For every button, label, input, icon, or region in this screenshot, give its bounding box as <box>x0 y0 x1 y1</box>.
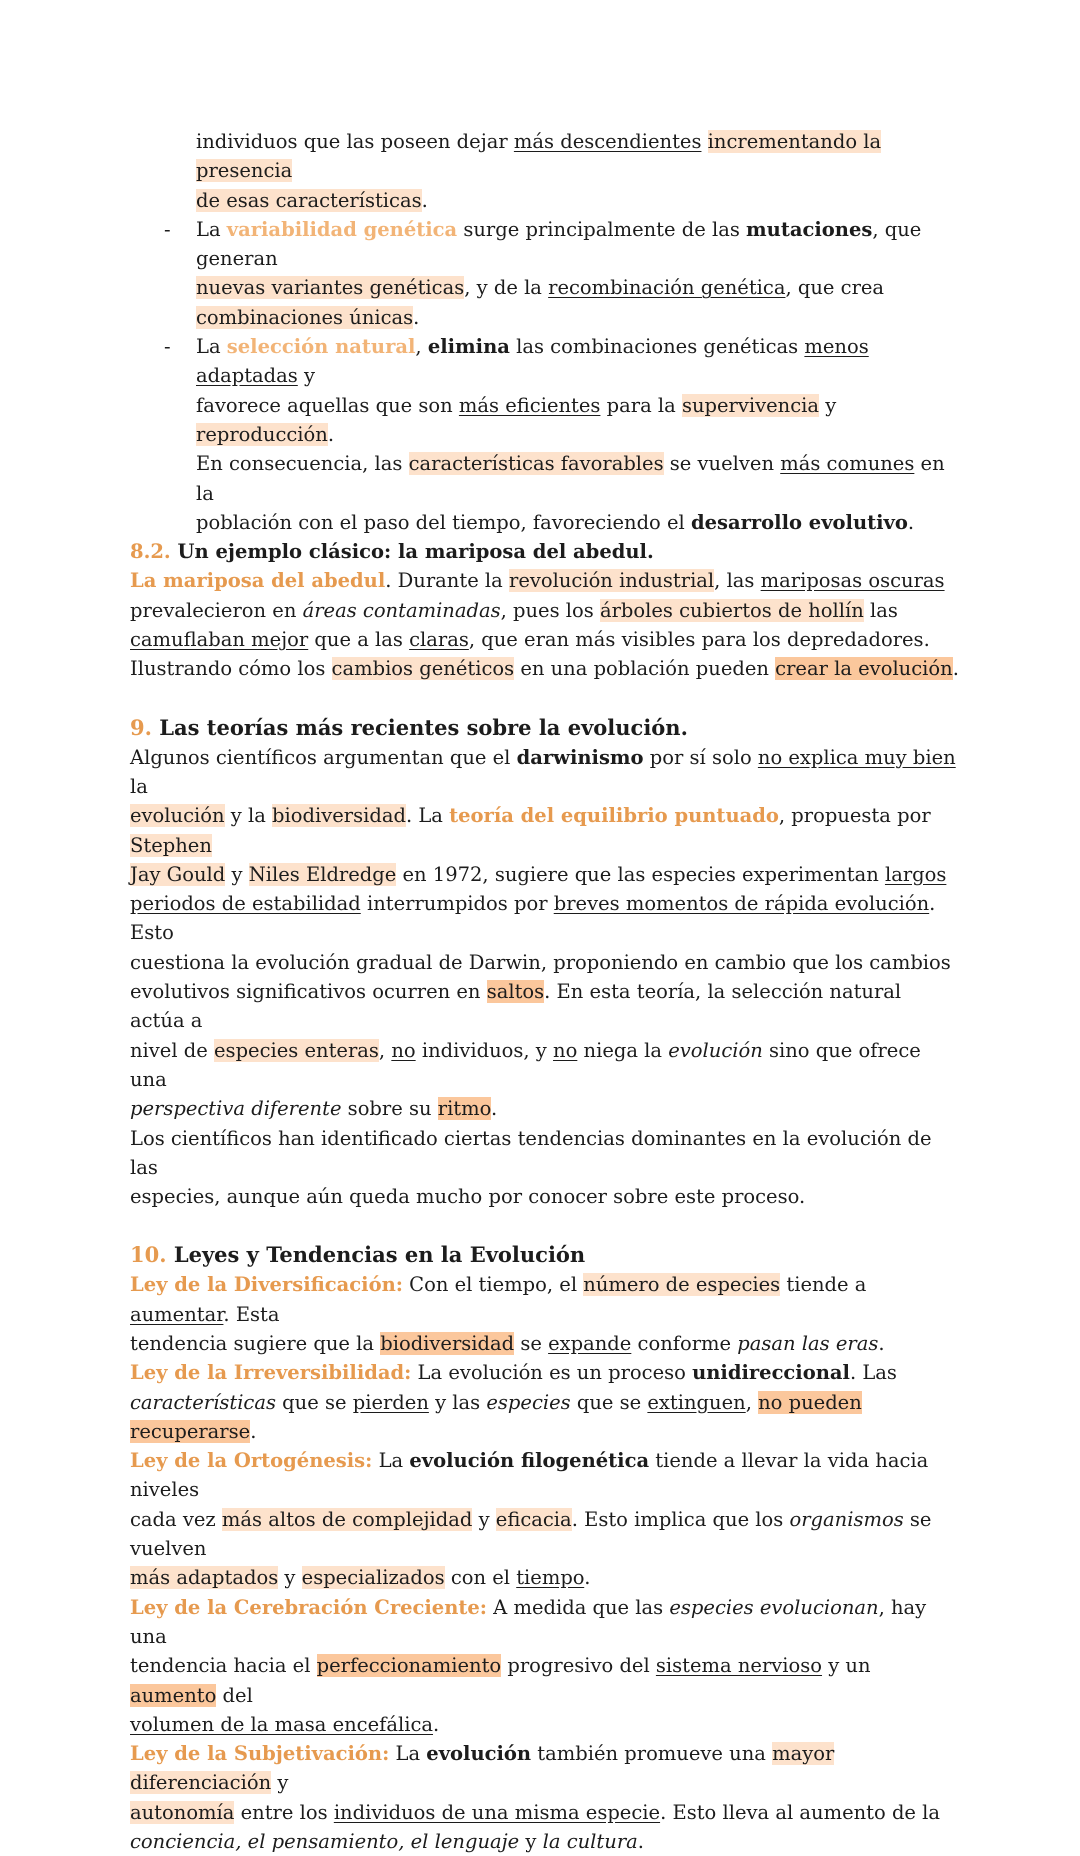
bullet-variabilidad: - La variabilidad genética surge principalmente de las mutaciones, que generan nuevas variantes genéticas, y de la recombinación genética, que crea combinaciones únicas. <box>130 215 960 332</box>
document-content <box>130 127 960 1856</box>
section-spacer <box>130 684 960 713</box>
section-10-heading: 10. Leyes y Tendencias en la Evolución <box>130 1242 586 1268</box>
law-subjetivacion: Ley de la Subjetivación: La evolución también promueve una mayor diferenciación y autonomía entre los individuos de una misma especie. Esto lleva al aumento de la conciencia, el pensamiento, el lenguaje y la cultura. <box>130 1742 941 1854</box>
section-9-heading: 9. Las teorías más recientes sobre la evolución. <box>130 714 688 740</box>
law-diversificacion: Ley de la Diversificación: Con el tiempo, el número de especies tiende a aumentar. Esta tendencia sugiere que la biodiversidad se expande conforme pasan las eras. <box>130 1273 885 1355</box>
bullet-dash: - <box>164 335 171 359</box>
law-ortogenesis: Ley de la Ortogénesis: La evolución filogenética tiende a llevar la vida hacia niveles cada vez más altos de complejidad y eficacia. Esto implica que los organismos se vuelven más adaptados y especializados con el tiempo. <box>130 1449 932 1590</box>
bullet-dash: - <box>164 217 171 241</box>
bullet-seleccion: - La selección natural, elimina las combinaciones genéticas menos adaptadas y favorece aquellas que son más eficientes para la supervivencia y reproducción. En consecuencia, las características favorables se vuelven más comunes en la población con el paso del tiempo, favoreciendo el desarrollo evolutivo. <box>130 332 960 537</box>
section-spacer <box>130 1211 960 1240</box>
section-9-paragraph: Algunos científicos argumentan que el darwinismo por sí solo no explica muy bien la evolución y la biodiversidad. La teoría del equilibrio puntuado, propuesta por Stephen Jay Gould y Niles Eldredge en 1972, sugiere que las especies experimentan largos periodos de estabilidad interrumpidos por breves momentos de rápida evolución. Esto cuestiona la evolución gradual de Darwin, proponiendo en cambio que los cambios evolutivos significativos ocurren en saltos. En esta teoría, la selección natural actúa a nivel de especies enteras, no individuos, y no niega la evolución sino que ofrece una perspectiva diferente sobre su ritmo. Los científicos han identificado ciertas tendencias dominantes en la evolución de las especies, aunque aún queda mucho por conocer sobre este proceso. <box>130 745 956 1209</box>
intro-paragraph: individuos que las poseen dejar más descendientes incrementando la presencia de esas características. <box>196 130 882 212</box>
section-8-2-paragraph: La mariposa del abedul. Durante la revolución industrial, las mariposas oscuras prevalecieron en áreas contaminadas, pues los árboles cubiertos de hollín las camuflaban mejor que a las claras, que eran más visibles para los depredadores. Ilustrando cómo los cambios genéticos en una población pueden crear la evolución. <box>130 569 959 681</box>
section-number: 10. <box>130 1242 167 1268</box>
section-number: 8.2. <box>130 540 171 564</box>
law-irreversibilidad: Ley de la Irreversibilidad: La evolución es un proceso unidireccional. Las características que se pierden y las especies que se extinguen, no pueden recuperarse. <box>130 1361 897 1443</box>
section-8-2-heading: 8.2. Un ejemplo clásico: la mariposa del abedul. <box>130 540 654 564</box>
law-cerebracion: Ley de la Cerebración Creciente: A medida que las especies evolucionan, hay una tendencia hacia el perfeccionamiento progresivo del sistema nervioso y un aumento del volumen de la masa encefálica. <box>130 1595 927 1736</box>
section-number: 9. <box>130 714 152 740</box>
